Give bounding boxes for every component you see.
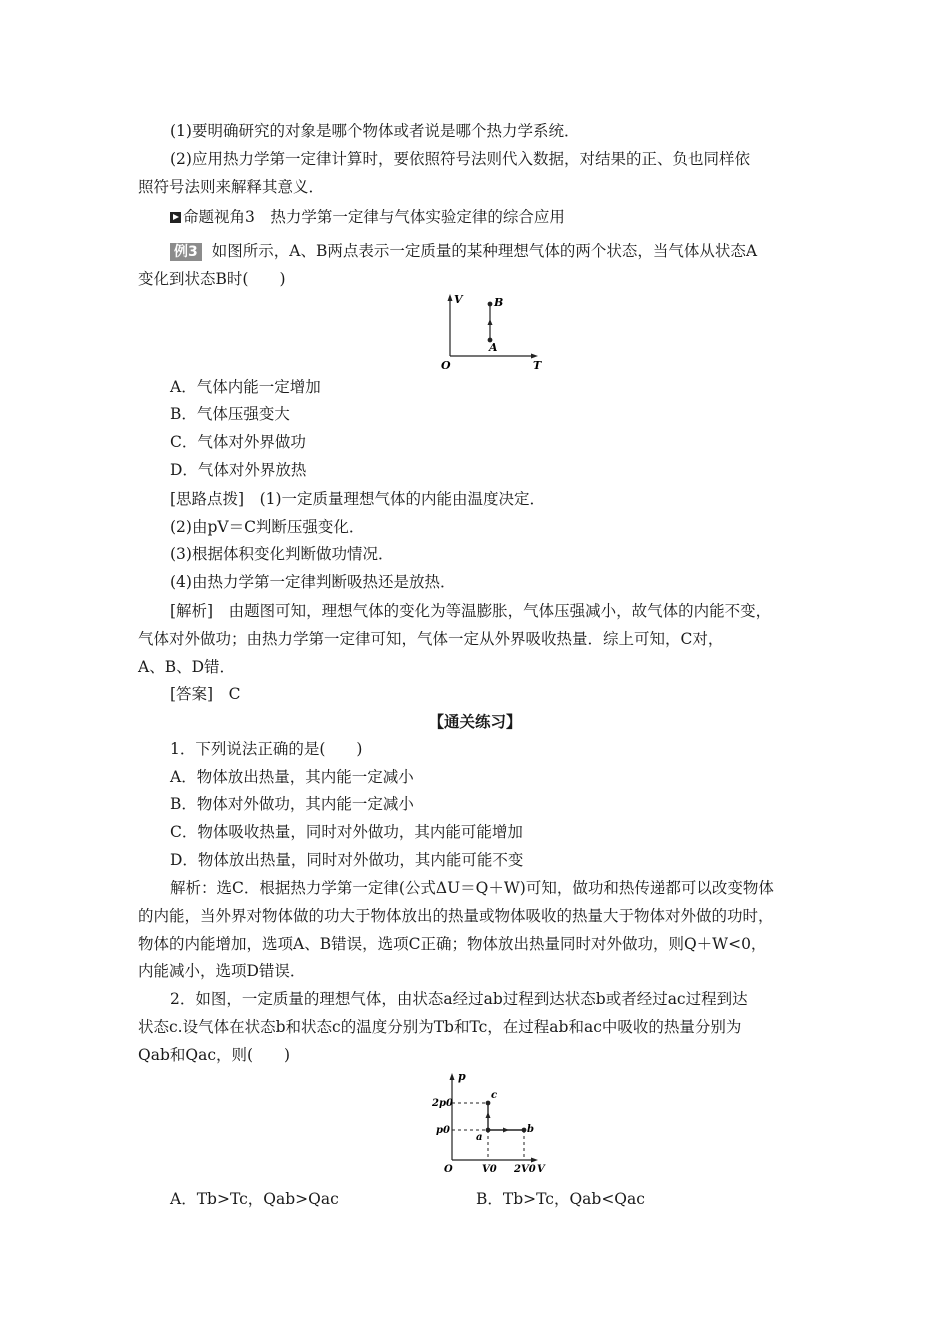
tick-2p0-label: 2p0 xyxy=(432,1098,453,1109)
pv-diagram xyxy=(430,1068,550,1176)
option-a: A．气体内能一定增加 xyxy=(170,378,321,396)
point-b2-label: b xyxy=(527,1124,534,1135)
question-2: 2．如图，一定质量的理想气体，由状态a经过ab过程到达状态b或者经过ac过程到达 xyxy=(170,990,748,1008)
question-1: 1．下列说法正确的是( ) xyxy=(170,740,363,758)
axis-p-label: p xyxy=(458,1070,466,1083)
paragraph-2-cont: 照符号法则来解释其意义． xyxy=(138,178,325,196)
play-icon xyxy=(170,212,181,223)
section-heading-text: 命题视角3 热力学第一定律与气体实验定律的综合应用 xyxy=(183,208,565,226)
axis-v-label: V xyxy=(454,293,463,306)
example-question-cont: 变化到状态B时( ) xyxy=(138,270,286,288)
q1-solution-1: 解析：选C．根据热力学第一定律(公式ΔU＝Q＋W)可知，做功和热传递都可以改变物体 xyxy=(170,879,774,897)
paragraph-2: (2)应用热力学第一定律计算时，要依照符号法则代入数据，对结果的正、负也同样依 xyxy=(170,150,750,168)
practice-title: 【通关练习】 xyxy=(428,712,522,731)
paragraph-1: (1)要明确研究的对象是哪个物体或者说是哪个热力学系统． xyxy=(170,122,580,140)
q1-option-d: D．物体放出热量，同时对外做功，其内能可能不变 xyxy=(170,851,524,869)
hint-3: (3)根据体积变化判断做功情况． xyxy=(170,545,394,563)
point-b-label: B xyxy=(494,296,504,309)
option-d: D．气体对外界放热 xyxy=(170,461,307,479)
point-a2-label: a xyxy=(476,1132,483,1143)
section-heading xyxy=(170,206,565,228)
origin-label: O xyxy=(441,359,451,372)
hint-1: [思路点拨] (1)一定质量理想气体的内能由温度决定． xyxy=(170,490,546,508)
q2-option-b: B．Tb>Tc，Qab<Qac xyxy=(476,1190,645,1208)
example-question: 如图所示，A、B两点表示一定质量的某种理想气体的两个状态，当气体从状态A xyxy=(211,242,758,260)
tick-p0-label: p0 xyxy=(436,1125,450,1136)
axis-t-label: T xyxy=(533,359,542,372)
question-2-cont: 状态c.设气体在状态b和状态c的温度分别为Tb和Tc，在过程ab和ac中吸收的热量分别为 xyxy=(138,1018,742,1036)
analysis-3: A、B、D错． xyxy=(138,658,236,676)
tick-2v0-label: 2V0 xyxy=(514,1164,536,1175)
point-a-label: A xyxy=(489,341,498,354)
vt-diagram xyxy=(430,290,560,372)
option-b: B．气体压强变大 xyxy=(170,405,290,423)
question-2-cont2: Qab和Qac，则( ) xyxy=(138,1046,291,1064)
q1-option-a: A．物体放出热量，其内能一定减小 xyxy=(170,768,414,786)
q1-option-c: C．物体吸收热量，同时对外做功，其内能可能增加 xyxy=(170,823,523,841)
option-c: C．气体对外界做功 xyxy=(170,433,306,451)
analysis-2: 气体对外做功；由热力学第一定律可知，气体一定从外界吸收热量．综上可知，C对， xyxy=(138,630,724,648)
point-c2-label: c xyxy=(491,1090,498,1101)
q1-solution-4: 内能减小，选项D错误． xyxy=(138,962,306,980)
answer: [答案] C xyxy=(170,685,241,703)
hint-4: (4)由热力学第一定律判断吸热还是放热． xyxy=(170,573,456,591)
axis-v2-label: V xyxy=(537,1164,545,1175)
example-line xyxy=(170,240,757,262)
q1-solution-2: 的内能，当外界对物体做的功大于物体放出的热量或物体吸收的热量大于物体对外做的功时， xyxy=(138,907,774,925)
example-badge: 例3 xyxy=(170,243,202,261)
q1-solution-3: 物体的内能增加，选项A、B错误，选项C正确；物体放出热量同时对外做功，则Q＋W<0， xyxy=(138,935,767,953)
tick-v0-label: V0 xyxy=(482,1164,497,1175)
q2-option-a: A．Tb>Tc，Qab>Qac xyxy=(170,1190,339,1208)
q1-option-b: B．物体对外做功，其内能一定减小 xyxy=(170,795,414,813)
origin2-label: O xyxy=(444,1164,453,1175)
analysis-1: [解析] 由题图可知，理想气体的变化为等温膨胀，气体压强减小，故气体的内能不变， xyxy=(170,602,772,620)
hint-2: (2)由pV＝C判断压强变化． xyxy=(170,518,365,536)
